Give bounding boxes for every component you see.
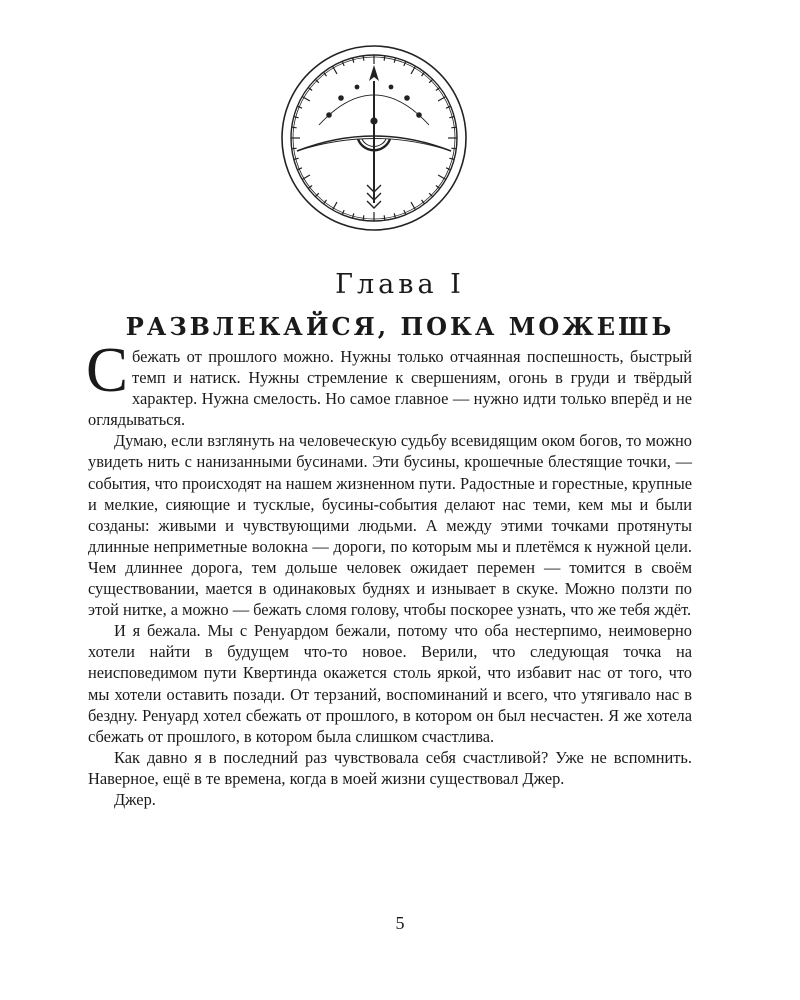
paragraph: Джер. <box>114 789 156 809</box>
emblem-tick <box>353 58 354 63</box>
chapter-ornament <box>279 43 469 233</box>
emblem-tick <box>292 127 297 128</box>
paragraph: Думаю, если взглянуть на человеческую судьбу всевидящим оком богов, то можно увидеть нить с нанизанными бусинами. Эти бусины, крошечные блестящие точки, — события, что происходят на нашем жизненном пути. Радостные и горестные, крупные и мелкие, сияющие и тусклые, бусины-события делают нас теми, кем мы и были созданы: живыми и чувствующими людьми. А между этими точками протянуты длинные неприметные волокна — дороги, по которым мы и плетёмся к нужной цели. Чем длиннее дорога, тем дольше человек ожидает перемен — томится в своём существовании, мается в одинаковых буднях и изнывает в скуке. Можно ползти по этой нитке, а можно — бежать сломя голову, чтобы поскорее узнать, что же тебя ждёт. <box>88 431 692 620</box>
emblem-tick <box>451 127 456 128</box>
compass-arrow-moon-emblem-icon <box>279 43 469 233</box>
emblem-tick <box>363 56 364 61</box>
chapter-title: РАЗВЛЕКАЙСЯ, ПОКА МОЖЕШЬ <box>125 311 675 341</box>
paragraph: И я бежала. Мы с Ренуардом бежали, потому что оба нестерпимо, неимоверно хотели найти в будущем что-то новое. Верили, что следующая точка на неисповедимом пути Квертинда окажется столь яркой, что избавит нас от того, что мы хотели оставить позади. От терзаний, воспоминаний и всего, что утягивало нас в бездну. Ренуард хотел сбежать от прошлого, в котором он был несчастен. Я же хотела сбежать от прошлого, в котором была слишком счастлива. <box>88 621 692 746</box>
emblem-tick <box>384 56 385 61</box>
chapter-number: Глава I <box>335 269 465 301</box>
emblem-tick <box>394 58 395 63</box>
emblem-tick <box>363 215 364 220</box>
page-number: 5 <box>395 913 405 933</box>
emblem-tick <box>294 158 299 159</box>
paragraph: Как давно я в последний раз чувствовала себя счастливой? Уже не вспомнить. Наверное, ещё в те времена, когда в моей жизни существовал Джер. <box>88 747 692 788</box>
paragraph <box>86 335 692 430</box>
emblem-tick <box>394 213 395 218</box>
emblem-tick <box>449 117 454 118</box>
emblem-tick <box>294 117 299 118</box>
paragraph-text: бежать от прошлого можно. Нужны только отчаянная поспешность, быстрый темп и натиск. Нужны стремление к свершениям, огонь в груди и твёрдый характер. Нужна смелость. Но самое главное — нужно идти только вперёд и не оглядываться. <box>88 347 692 430</box>
emblem-tick <box>292 148 297 149</box>
drop-cap: С <box>86 335 129 405</box>
chapter-body <box>86 335 692 810</box>
emblem-tick <box>353 213 354 218</box>
emblem-tick <box>451 148 456 149</box>
emblem-tick <box>449 158 454 159</box>
emblem-tick <box>384 215 385 220</box>
